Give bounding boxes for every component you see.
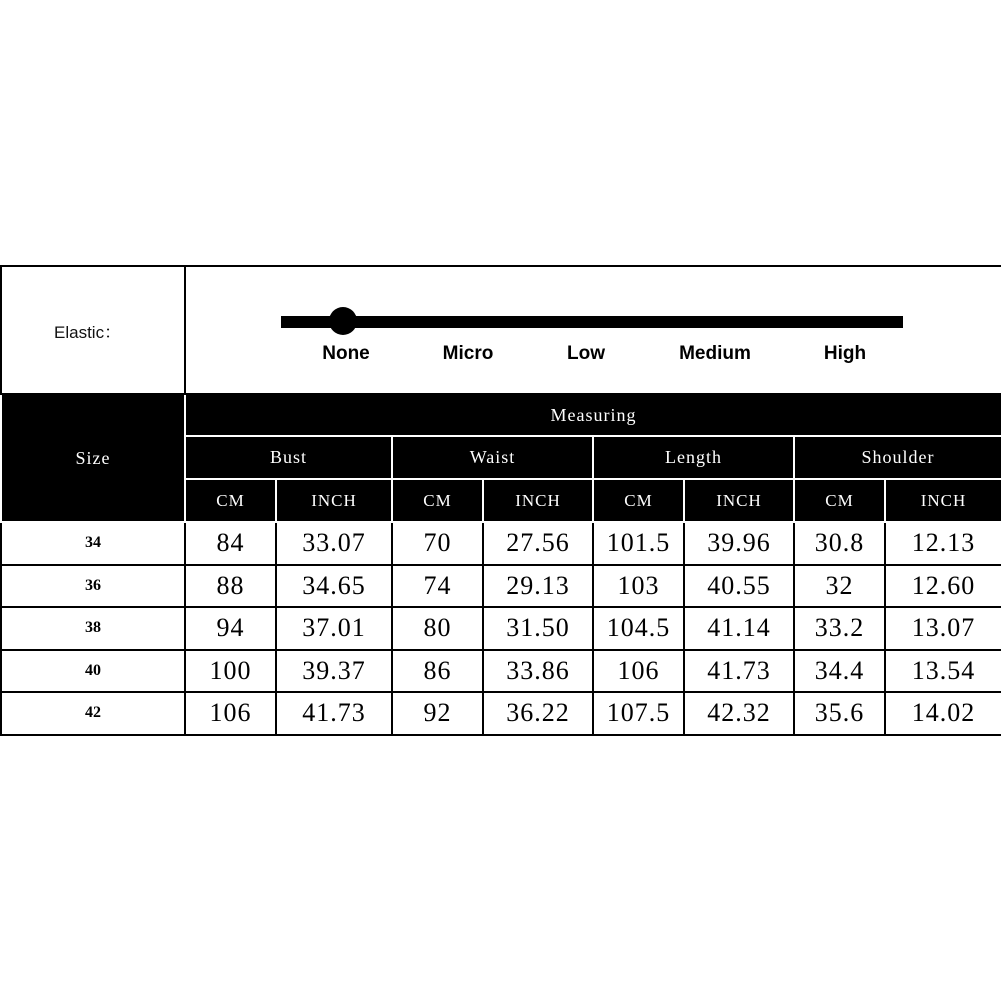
value-cell: 36.22 — [483, 692, 593, 735]
size-cell: 42 — [1, 692, 185, 735]
size-cell: 40 — [1, 650, 185, 693]
group-header-length: Length — [593, 436, 794, 479]
elastic-level-medium: Medium — [679, 343, 751, 364]
value-cell: 74 — [392, 565, 483, 608]
size-cell: 34 — [1, 522, 185, 565]
unit-header-length-inch: INCH — [684, 479, 794, 522]
group-header-bust: Bust — [185, 436, 392, 479]
unit-header-length-cm: CM — [593, 479, 684, 522]
value-cell: 33.2 — [794, 607, 885, 650]
table-row — [1, 522, 1001, 565]
value-cell: 103 — [593, 565, 684, 608]
value-cell: 94 — [185, 607, 276, 650]
unit-header-waist-cm: CM — [392, 479, 483, 522]
unit-header-shoulder-cm: CM — [794, 479, 885, 522]
value-cell: 41.73 — [684, 650, 794, 693]
value-cell: 41.14 — [684, 607, 794, 650]
unit-header-shoulder-inch: INCH — [885, 479, 1001, 522]
value-cell: 29.13 — [483, 565, 593, 608]
value-cell: 31.50 — [483, 607, 593, 650]
value-cell: 40.55 — [684, 565, 794, 608]
size-chart — [0, 265, 1001, 735]
value-cell: 42.32 — [684, 692, 794, 735]
table-row — [1, 607, 1001, 650]
value-cell: 14.02 — [885, 692, 1001, 735]
value-cell: 34.65 — [276, 565, 392, 608]
value-cell: 70 — [392, 522, 483, 565]
value-cell: 32 — [794, 565, 885, 608]
unit-header-bust-inch: INCH — [276, 479, 392, 522]
value-cell: 84 — [185, 522, 276, 565]
value-cell: 86 — [392, 650, 483, 693]
unit-header-bust-cm: CM — [185, 479, 276, 522]
value-cell: 39.37 — [276, 650, 392, 693]
value-cell: 33.07 — [276, 522, 392, 565]
table-row — [1, 650, 1001, 693]
value-cell: 30.8 — [794, 522, 885, 565]
elastic-level-high: High — [823, 343, 867, 364]
value-cell: 100 — [185, 650, 276, 693]
value-cell: 80 — [392, 607, 483, 650]
size-table — [0, 265, 1001, 736]
elastic-scale-track — [281, 316, 903, 328]
group-header-waist: Waist — [392, 436, 593, 479]
elastic-row — [1, 266, 1001, 394]
table-row — [1, 692, 1001, 735]
elastic-scale — [185, 266, 1001, 394]
value-cell: 92 — [392, 692, 483, 735]
elastic-label: Elastic： — [1, 266, 185, 394]
value-cell: 37.01 — [276, 607, 392, 650]
size-cell: 38 — [1, 607, 185, 650]
value-cell: 27.56 — [483, 522, 593, 565]
value-cell: 12.13 — [885, 522, 1001, 565]
value-cell: 107.5 — [593, 692, 684, 735]
value-cell: 35.6 — [794, 692, 885, 735]
unit-header-waist-inch: INCH — [483, 479, 593, 522]
value-cell: 106 — [593, 650, 684, 693]
value-cell: 106 — [185, 692, 276, 735]
value-cell: 88 — [185, 565, 276, 608]
size-cell: 36 — [1, 565, 185, 608]
value-cell: 104.5 — [593, 607, 684, 650]
elastic-indicator-dot — [329, 307, 357, 335]
measuring-header: Measuring — [185, 394, 1001, 436]
header-row-measuring — [1, 394, 1001, 436]
value-cell: 34.4 — [794, 650, 885, 693]
elastic-level-none: None — [322, 343, 370, 364]
value-cell: 13.54 — [885, 650, 1001, 693]
elastic-level-low: Low — [567, 343, 605, 364]
table-row — [1, 565, 1001, 608]
value-cell: 12.60 — [885, 565, 1001, 608]
group-header-shoulder: Shoulder — [794, 436, 1001, 479]
value-cell: 33.86 — [483, 650, 593, 693]
value-cell: 101.5 — [593, 522, 684, 565]
size-header: Size — [1, 394, 185, 522]
value-cell: 39.96 — [684, 522, 794, 565]
value-cell: 13.07 — [885, 607, 1001, 650]
elastic-level-micro: Micro — [442, 343, 494, 364]
value-cell: 41.73 — [276, 692, 392, 735]
